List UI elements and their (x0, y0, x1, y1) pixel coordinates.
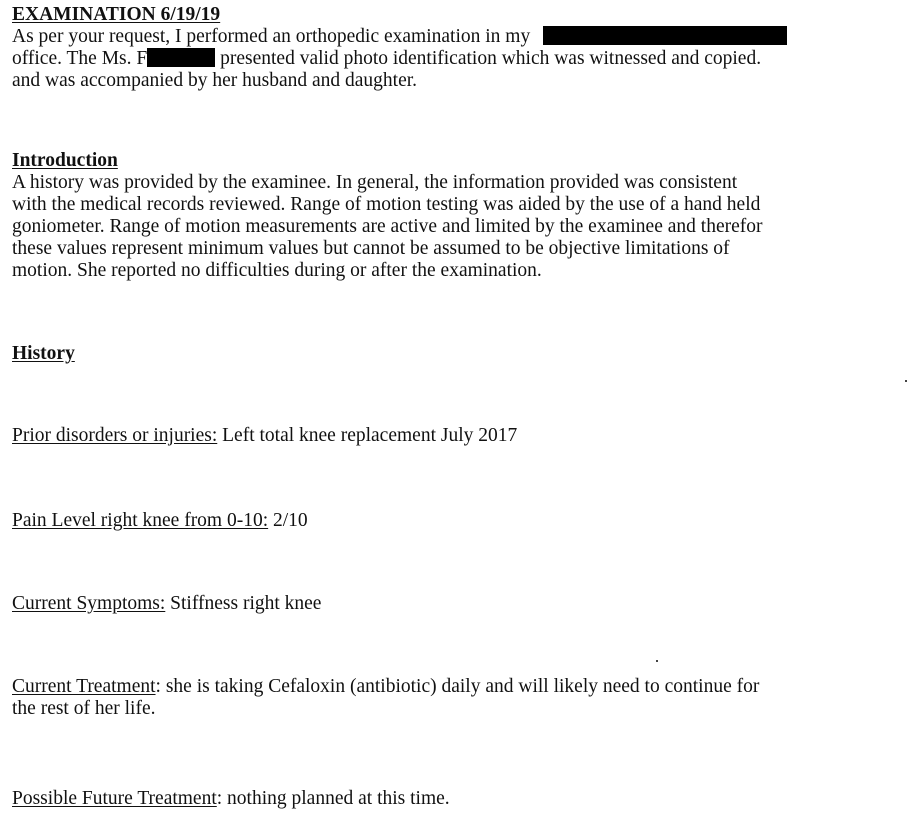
introduction-line-5: motion. She reported no difficulties during or after the examination. (12, 260, 542, 281)
pain-level-row (12, 510, 923, 532)
history-section (12, 343, 923, 365)
introduction-heading: Introduction (12, 150, 118, 171)
introduction-line-3: goniometer. Range of motion measurements are active and limited by the examinee and therefor (12, 216, 763, 237)
examination-text-2a: office. The Ms. F (12, 48, 148, 69)
examination-line-3: and was accompanied by her husband and daughter. (12, 70, 418, 91)
current-symptoms-line (12, 593, 923, 615)
pain-level-label: Pain Level right knee from 0-10: (12, 510, 269, 531)
prior-disorders-row (12, 425, 923, 447)
introduction-section (12, 150, 923, 282)
future-treatment-value: : nothing planned at this time. (216, 788, 450, 809)
examination-text-1: As per your request, I performed an orthopedic examination in my (12, 26, 531, 47)
history-heading: History (12, 343, 75, 364)
examination-title: EXAMINATION 6/19/19 (12, 4, 221, 25)
prior-disorders-value: Left total knee replacement July 2017 (217, 425, 518, 446)
examination-text-2b: presented valid photo identification which was witnessed and copied. (215, 48, 762, 69)
current-treatment-label: Current Treatment (12, 676, 156, 697)
prior-disorders-line (12, 425, 923, 447)
prior-disorders-label: Prior disorders or injuries: (12, 425, 218, 446)
current-treatment-line-1 (12, 676, 923, 698)
examination-section (12, 4, 923, 92)
future-treatment-line (12, 788, 923, 810)
current-symptoms-row (12, 593, 923, 615)
introduction-line-1: A history was provided by the examinee. In general, the information provided was consistent (12, 172, 738, 193)
current-symptoms-value: Stiffness right knee (165, 593, 322, 614)
redaction-bar (543, 26, 787, 45)
current-symptoms-label: Current Symptoms: (12, 593, 166, 614)
current-treatment-line-2: the rest of her life. (12, 698, 156, 719)
scan-speck (905, 380, 907, 382)
future-treatment-row (12, 788, 923, 810)
current-treatment-row (12, 676, 923, 720)
examination-line-2 (12, 48, 923, 70)
examination-title-line (12, 4, 923, 26)
introduction-heading-line (12, 150, 923, 172)
future-treatment-label: Possible Future Treatment (12, 788, 217, 809)
introduction-line-4: these values represent minimum values but cannot be assumed to be objective limitations of (12, 238, 730, 259)
scan-speck (656, 660, 658, 662)
pain-level-line (12, 510, 923, 532)
pain-level-value: 2/10 (268, 510, 308, 531)
examination-line-1 (12, 26, 923, 48)
introduction-line-2: with the medical records reviewed. Range of motion testing was aided by the use of a hand held (12, 194, 761, 215)
current-treatment-value: : she is taking Cefaloxin (antibiotic) daily and will likely need to continue for (155, 676, 760, 697)
redaction-bar-name (147, 48, 215, 67)
history-heading-line (12, 343, 923, 365)
